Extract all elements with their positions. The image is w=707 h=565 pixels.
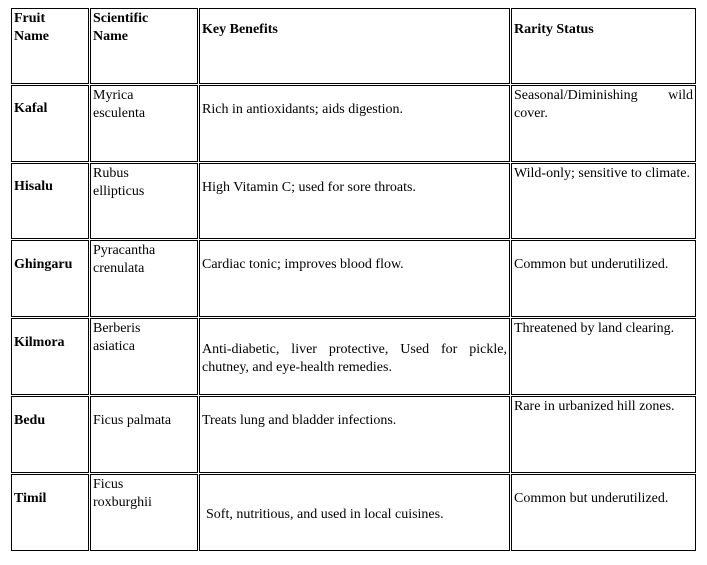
row-5-fruit-name-text: Bedu — [14, 413, 46, 428]
row-3-fruit-name-text: Ghingaru — [14, 257, 73, 272]
row-6-scientific-name — [90, 474, 198, 551]
header-rarity-status-text: Rarity Status — [514, 22, 594, 37]
row-6-key-benefits — [199, 474, 510, 551]
row-2-key-benefits — [199, 163, 510, 239]
row-2-fruit-name-text: Hisalu — [14, 179, 53, 194]
row-1-key-benefits — [199, 85, 510, 162]
header-fruit-name — [11, 8, 89, 84]
row-1-fruit-name — [11, 85, 89, 162]
row-2-rarity-status — [511, 163, 696, 239]
row-6-fruit-name — [11, 474, 89, 551]
row-1-rarity-status — [511, 85, 696, 162]
row-5-key-benefits — [199, 396, 510, 473]
row-5-rarity-status — [511, 396, 696, 473]
row-4-key-benefits-text: Anti-diabetic, liver protective, Used for pickle, chutney, and eye-health remedies. — [202, 342, 507, 375]
row-1-rarity-status-text: Seasonal/Diminishing wild cover. — [514, 88, 693, 121]
row-6-rarity-status-text: Common but underutilized. — [514, 491, 669, 506]
row-4-scientific-name — [90, 318, 198, 395]
row-3-scientific-name-text: Pyracantha crenulata — [93, 243, 156, 276]
header-key-benefits — [199, 8, 510, 84]
row-2-fruit-name — [11, 163, 89, 239]
row-2-scientific-name-text: Rubus ellipticus — [93, 166, 145, 199]
row-3-rarity-status — [511, 240, 696, 317]
row-2-key-benefits-text: High Vitamin C; used for sore throats. — [202, 180, 416, 195]
header-key-benefits-text: Key Benefits — [202, 22, 278, 37]
row-5-scientific-name-text: Ficus palmata — [93, 413, 172, 428]
header-fruit-name-text: Fruit Name — [14, 11, 49, 44]
row-5-scientific-name — [90, 396, 198, 473]
row-4-scientific-name-text: Berberis asiatica — [93, 321, 141, 354]
row-2-rarity-status-text: Wild-only; sensitive to climate. — [514, 166, 690, 181]
row-6-fruit-name-text: Timil — [14, 491, 47, 506]
row-1-scientific-name — [90, 85, 198, 162]
row-1-fruit-name-text: Kafal — [14, 101, 48, 116]
header-scientific-name-text: Scientific Name — [93, 11, 149, 44]
row-3-key-benefits — [199, 240, 510, 317]
row-4-rarity-status-text: Threatened by land clearing. — [514, 321, 675, 336]
row-1-key-benefits-text: Rich in antioxidants; aids digestion. — [202, 102, 404, 117]
row-5-fruit-name — [11, 396, 89, 473]
row-3-scientific-name — [90, 240, 198, 317]
row-4-rarity-status — [511, 318, 696, 395]
row-6-key-benefits-text: Soft, nutritious, and used in local cuisines. — [206, 507, 444, 522]
row-2-scientific-name — [90, 163, 198, 239]
row-5-key-benefits-text: Treats lung and bladder infections. — [202, 413, 397, 428]
row-6-rarity-status — [511, 474, 696, 551]
row-3-rarity-status-text: Common but underutilized. — [514, 257, 669, 272]
header-rarity-status — [511, 8, 696, 84]
row-5-rarity-status-text: Rare in urbanized hill zones. — [514, 399, 675, 414]
row-4-key-benefits — [199, 318, 510, 395]
row-6-scientific-name-text: Ficus roxburghii — [93, 477, 152, 510]
row-3-fruit-name — [11, 240, 89, 317]
row-4-fruit-name-text: Kilmora — [14, 335, 65, 350]
row-4-fruit-name — [11, 318, 89, 395]
row-3-key-benefits-text: Cardiac tonic; improves blood flow. — [202, 257, 404, 272]
row-1-scientific-name-text: Myrica esculenta — [93, 88, 146, 121]
header-scientific-name — [90, 8, 198, 84]
